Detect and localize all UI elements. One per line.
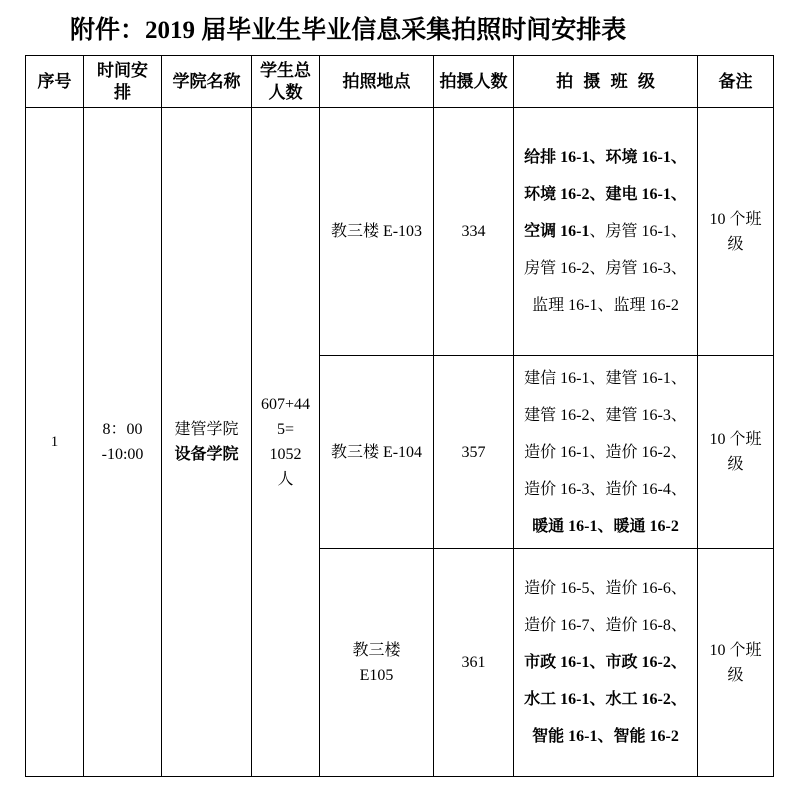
location-cell <box>320 356 434 549</box>
class-list-line <box>514 287 697 324</box>
class-name-text: 造价 16-3、造价 16-4、 <box>524 480 687 498</box>
header-count <box>434 56 514 108</box>
note-text: 10 个班级 <box>709 431 762 473</box>
class-list-line <box>514 213 697 250</box>
header-time-label: 时间安排 <box>97 60 148 102</box>
header-time <box>84 56 162 108</box>
count-text: 357 <box>461 443 486 461</box>
table-row <box>26 108 774 356</box>
location-text: 教三楼 E-104 <box>330 443 423 461</box>
time-end-text: -10:00 <box>101 446 144 463</box>
class-list-line <box>514 250 697 287</box>
class-name-text: 空调 16-1 <box>524 223 590 240</box>
class-name-text: 市政 16-1、市政 16-2、 <box>524 654 687 671</box>
location-text: 教三楼 E-103 <box>330 223 423 240</box>
table-header-row <box>26 56 774 108</box>
class-name-text: 造价 16-1、造价 16-2、 <box>524 443 687 461</box>
schedule-table <box>25 55 774 777</box>
total-students-text: 1052 <box>269 446 302 463</box>
college-name: 设备学院 <box>174 446 239 463</box>
class-list-line <box>514 508 697 545</box>
class-name-text: 给排 16-1、环境 16-1、 <box>524 149 687 166</box>
time-start-text: 8：00 <box>102 421 143 438</box>
class-list-cell <box>514 356 698 549</box>
note-text: 10 个班级 <box>709 641 762 684</box>
class-list-line <box>514 607 697 644</box>
header-count-label: 拍摄人数 <box>439 71 508 91</box>
time-cell <box>84 108 162 777</box>
class-list-line <box>514 397 697 434</box>
class-list-line <box>514 176 697 213</box>
header-college <box>162 56 252 108</box>
class-name-text: 建信 16-1、建管 16-1、 <box>524 369 687 387</box>
class-list-line <box>514 139 697 176</box>
class-name-text: 水工 16-1、水工 16-2、 <box>524 691 687 708</box>
header-location <box>320 56 434 108</box>
location-cell <box>320 108 434 356</box>
header-location-label: 拍照地点 <box>342 71 411 91</box>
total-students-text: 人 <box>277 471 294 488</box>
class-name-text: 智能 16-1、智能 16-2 <box>532 728 679 745</box>
note-cell <box>698 356 774 549</box>
class-list-line <box>514 681 697 718</box>
class-name-text: 造价 16-5、造价 16-6、 <box>524 580 687 597</box>
header-total-label: 学生总人数 <box>260 60 311 102</box>
header-seq-label: 序号 <box>37 71 72 91</box>
class-list-line <box>514 434 697 471</box>
count-text: 361 <box>461 654 486 671</box>
class-name-text: 造价 16-7、造价 16-8、 <box>524 617 687 634</box>
header-college-label: 学院名称 <box>172 71 241 91</box>
seq-cell <box>26 108 84 777</box>
total-students-cell <box>252 108 320 777</box>
document-title: 附件：2019 届毕业生毕业信息采集拍照时间安排表 <box>70 17 627 44</box>
class-name-text: 建管 16-2、建管 16-3、 <box>524 406 687 424</box>
header-note-label: 备注 <box>718 71 753 91</box>
class-name-text: 、房管 16-1、 <box>589 223 687 240</box>
location-text: E105 <box>359 666 394 684</box>
header-seq <box>26 56 84 108</box>
class-list-cell <box>514 108 698 356</box>
header-classes <box>514 56 698 108</box>
total-students-text: 607+44 <box>260 396 311 413</box>
class-name-text: 环境 16-2、建电 16-1、 <box>524 186 687 203</box>
header-total <box>252 56 320 108</box>
note-cell <box>698 108 774 356</box>
header-note <box>698 56 774 108</box>
count-text: 334 <box>461 223 486 240</box>
college-cell <box>162 108 252 777</box>
class-name-text: 房管 16-2、房管 16-3、 <box>524 260 687 277</box>
location-text: 教三楼 <box>352 641 401 659</box>
total-students-text: 5= <box>276 421 295 438</box>
class-list-line <box>514 360 697 397</box>
class-name-text: 暖通 16-1、暖通 16-2 <box>532 517 679 535</box>
class-list-line <box>514 570 697 607</box>
count-cell <box>434 549 514 777</box>
class-list-line <box>514 718 697 755</box>
class-list-line <box>514 644 697 681</box>
count-cell <box>434 108 514 356</box>
header-classes-label: 拍 摄 班 级 <box>556 71 655 91</box>
class-list-line <box>514 471 697 508</box>
seq-number: 1 <box>50 434 59 450</box>
note-text: 10 个班级 <box>709 210 762 253</box>
class-name-text: 监理 16-1、监理 16-2 <box>532 297 679 314</box>
class-list-cell <box>514 549 698 777</box>
note-cell <box>698 549 774 777</box>
location-cell <box>320 549 434 777</box>
college-name: 建管学院 <box>174 421 239 438</box>
count-cell <box>434 356 514 549</box>
